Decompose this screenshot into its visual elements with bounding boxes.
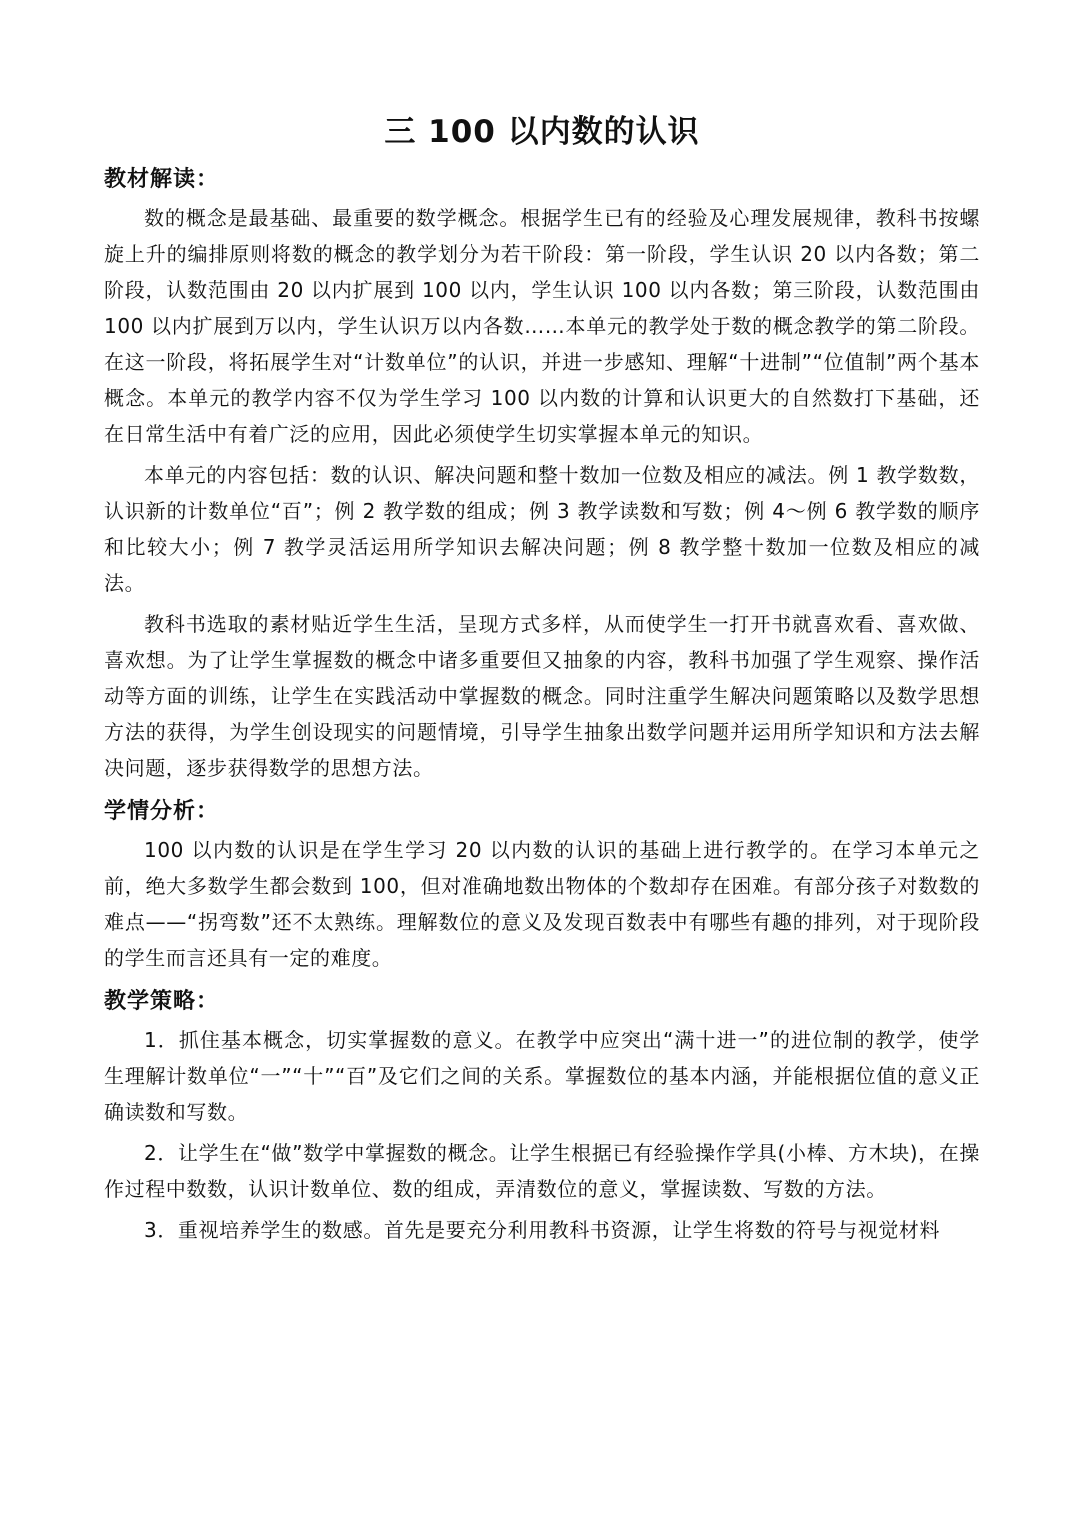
strategy-item-1: 1．抓住基本概念，切实掌握数的意义。在教学中应突出“满十进一”的进位制的教学，使学生理解计数单位“一”“十”“百”及它们之间的关系。掌握数位的基本内涵，并能根据位值的意义正确读数和写数。 [104, 1028, 980, 1124]
document-page [104, 108, 980, 1248]
paragraph: 100 以内数的认识是在学生学习 20 以内数的认识的基础上进行教学的。在学习本单元之前，绝大多数学生都会数到 100，但对准确地数出物体的个数却存在困难。有部分孩子对数数的难点——“拐弯数”还不太熟练。理解数位的意义及发现百数表中有哪些有趣的排列，对于现阶段的学生而言还具有一定的难度。 [104, 838, 980, 970]
section-heading: 学情分析： [104, 799, 220, 824]
section-teaching-strategy [104, 982, 980, 1248]
section-textbook-interpretation [104, 160, 980, 786]
section-heading: 教学策略： [104, 989, 220, 1014]
strategy-item-2: 2．让学生在“做”数学中掌握数的概念。让学生根据已有经验操作学具(小棒、方木块)，在操作过程中数数，认识计数单位、数的组成，弄清数位的意义，掌握读数、写数的方法。 [104, 1141, 980, 1201]
paragraph: 本单元的内容包括：数的认识、解决问题和整十数加一位数及相应的减法。例 1 教学数数，认识新的计数单位“百”；例 2 教学数的组成；例 3 教学读数和写数；例 4～例 6 教学数的顺序和比较大小；例 7 教学灵活运用所学知识去解决问题；例 8 教学整十数加一位数及相应的减法。 [104, 463, 980, 595]
strategy-item-3: 3．重视培养学生的数感。首先是要充分利用教科书资源，让学生将数的符号与视觉材料 [144, 1218, 941, 1242]
paragraph: 教科书选取的素材贴近学生生活，呈现方式多样，从而使学生一打开书就喜欢看、喜欢做、喜欢想。为了让学生掌握数的概念中诸多重要但又抽象的内容，教科书加强了学生观察、操作活动等方面的训练，让学生在实践活动中掌握数的概念。同时注重学生解决问题策略以及数学思想方法的获得，为学生创设现实的问题情境，引导学生抽象出数学问题并运用所学知识和方法去解决问题，逐步获得数学的思想方法。 [104, 612, 980, 780]
page-title: 三 100 以内数的认识 [384, 114, 700, 150]
paragraph: 数的概念是最基础、最重要的数学概念。根据学生已有的经验及心理发展规律，教科书按螺旋上升的编排原则将数的概念的教学划分为若干阶段：第一阶段，学生认识 20 以内各数；第二阶段，认数范围由 20 以内扩展到 100 以内，学生认识 100 以内各数；第三阶段，认数范围由 100 以内扩展到万以内，学生认识万以内各数……本单元的教学处于数的概念教学的第二阶段。在这一阶段，将拓展学生对“计数单位”的认识，并进一步感知、理解“十进制”“位值制”两个基本概念。本单元的教学内容不仅为学生学习 100 以内数的计算和认识更大的自然数打下基础，还在日常生活中有着广泛的应用，因此必须使学生切实掌握本单元的知识。 [104, 206, 980, 446]
section-student-analysis [104, 792, 980, 976]
section-heading: 教材解读： [104, 167, 220, 192]
